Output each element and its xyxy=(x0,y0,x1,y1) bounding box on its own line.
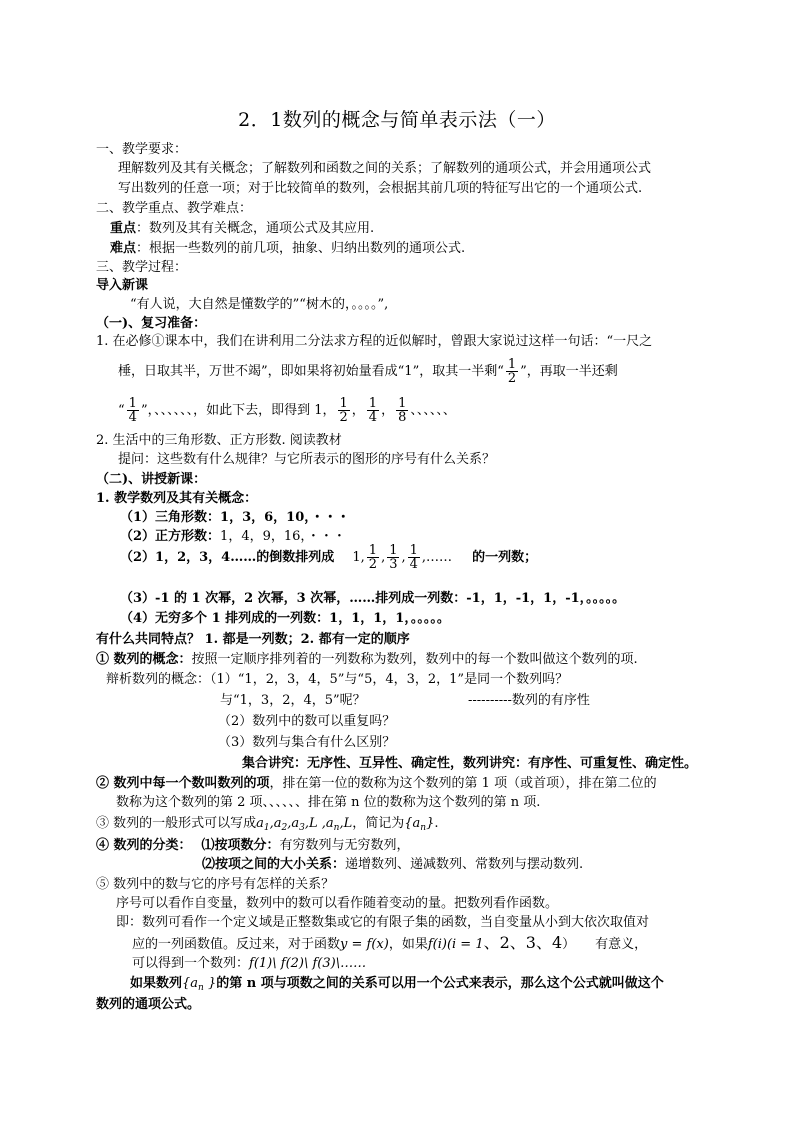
example-powers: （3）-1 的 1 次幂，2 次幂，3 次幂，……排列成一列数：-1，1，-1，1，-1，。。。。。 xyxy=(120,591,626,606)
general-term-definition-line-a: 如果数列{$a_n$ }的第 n 项与项数之间的关系可以用一个公式来表示，那么这个公式就叫做这个 xyxy=(130,976,664,993)
function-relation-line-a: 序号可以看作自变量，数列中的数可以看作随着变动的量。把数列看作函数。 xyxy=(116,896,559,911)
difficulty-text: ：根据一些数列的前几项，抽象、归纳出数列的通项公式. xyxy=(136,241,466,256)
function-relation-line-c: 应的一列函数值。反过来，对于函数y = f(x)，如果f(i)(i = 1、2、3、4） 有意义， xyxy=(132,933,648,952)
review-item-2: 2. 生活中的三角形数、正方形数. 阅读教材 xyxy=(96,433,342,448)
review-question: 提问：这些数有什么规律？与它所表示的图形的序号有什么关系？ xyxy=(118,452,496,467)
concept-question-3: （3）数列与集合有什么区别？ xyxy=(218,735,396,750)
example-triangular: （1）三角形数：1，3，6，10，・・・ xyxy=(120,510,350,525)
key-point-text: ：数列及其有关概念，通项公式及其应用. xyxy=(136,221,375,236)
review-text: “ xyxy=(118,403,125,418)
example-reciprocal-text: 的一列数； xyxy=(472,550,538,565)
requirements-line-1: 理解数列及其有关概念；了解数列和函数之间的关系；了解数列的通项公式，并会用通项公式 xyxy=(118,161,652,176)
difficulty-label: 难点 xyxy=(110,241,137,256)
example-square-values: 1，4，9，16，・・・ xyxy=(220,529,346,544)
review-text: 棰，日取其半，万世不竭”，即如果将初始量看成“1”，取其一半剩“ xyxy=(118,364,504,379)
review-text: 、、、、、、 xyxy=(410,403,456,418)
page-title: 2．1数列的概念与简单表示法（一） xyxy=(238,109,556,131)
concept-definition: ① 数列的概念：按照一定顺序排列着的一列数称为数列，数列中的每一个数叫做这个数列的项. xyxy=(96,652,638,667)
classification-line-a: ④ 数列的分类： ⑴按项数分：有穷数列与无穷数列， xyxy=(96,838,410,853)
intro-text: “有人说，大自然是懂数学的”“树木的，。。。。”, xyxy=(130,297,389,312)
review-text: ”，、、、、、、，如此下去，即得到 1， xyxy=(140,403,336,418)
example-reciprocal: （2）1，2，3，4……的倒数排列成 1, $\frac{1}{2}$ , $\frac{1}{3}$ , $\frac{1}{4}$ ,…… 的一列数； xyxy=(120,543,538,572)
term-definition-line-b: 数称为这个数列的第 2 项、、、、、、排在第 n 位的数称为这个数列的第 n 项. xyxy=(116,795,541,810)
fraction-one-quarter: $\frac{1}{4}$ xyxy=(128,396,137,425)
fraction-one-half: $\frac{1}{2}$ xyxy=(339,396,348,425)
fraction-one-eighth: $\frac{1}{8}$ xyxy=(398,396,407,425)
function-values: f(1)\ f(2)\ f(3)\…… xyxy=(249,956,367,971)
classification-line-b: ⑵按项之间的大小关系：递增数列、递减数列、常数列与摆动数列. xyxy=(202,857,584,872)
key-point-label: 重点 xyxy=(110,221,137,236)
concept-question-1b: 与“1，3，2，4，5”呢？ xyxy=(220,693,366,708)
common-features: 有什么共同特点？ 1. 都是一列数；2. 都有一定的顺序 xyxy=(96,632,410,647)
review-item-1-line-b xyxy=(118,356,618,388)
general-form-math: $a_1,a_2,a_3,L$ $,a_n,L$ xyxy=(256,816,353,833)
set-vs-sequence-summary: 集合讲究：无序性、互异性、确定性，数列讲究：有序性、可重复性、确定性。 xyxy=(242,756,698,771)
example-square-label: （2）正方形数： xyxy=(120,529,221,544)
concept-question-1: 辩析数列的概念：（1）“1，2，3，4，5”与“5，4，3，2，1”是同一个数列吗？ xyxy=(106,672,569,687)
review-item-1-line-a: 1. 在必修①课本中，我们在讲利用二分法求方程的近似解时，曾跟大家说过这样一句话：“一尺之 xyxy=(96,334,653,349)
sequence-notation: {$a_n$ } xyxy=(182,976,217,993)
function-formula: y = f(x) xyxy=(340,937,389,952)
section-heading-requirements: 一、教学要求： xyxy=(96,142,188,157)
requirements-line-2: 写出数列的任意一项；对于比较简单的数列，会根据其前几项的特征写出它的一个通项公式. xyxy=(118,181,643,196)
sequence-notation: $\{a_n\}$ xyxy=(404,816,435,833)
example-ones: （4）无穷多个 1 排列成的一列数：1，1，1，1，。。。。。 xyxy=(120,611,450,626)
review-item-1-line-c: “ $\frac{1}{4}$ ”，、、、、、、，如此下去，即得到 1， $\frac{1}{2}$ ， $\frac{1}{4}$ ， $\frac{1}{8}$ 、、、、、、 xyxy=(118,396,456,425)
section-heading-process: 三、教学过程： xyxy=(96,260,188,275)
difficulty-line xyxy=(110,240,465,258)
ordering-note: ----------数列的有序性 xyxy=(468,693,590,708)
function-relation-line-b: 即：数列可看作一个定义域是正整数集或它的有限子集的函数，当自变量从小到大依次取值对 xyxy=(116,915,650,930)
concept-question-2: （2）数列中的数可以重复吗？ xyxy=(218,714,396,729)
example-reciprocal-text: （2）1，2，3，4……的倒数排列成 xyxy=(120,550,335,565)
fraction-one-half: $\frac{1}{2}$ xyxy=(507,357,517,386)
function-relation-line-d: 可以得到一个数列：f(1)\ f(2)\ f(3)\…… xyxy=(132,956,367,971)
intro-heading: 导入新课 xyxy=(96,278,149,293)
review-heading: （一)、复习准备： xyxy=(96,316,207,331)
general-form: ③ 数列的一般形式可以写成$a_1,a_2,a_3,L$ $,a_n,L$，简记为$\{a_n\}$. xyxy=(96,816,439,833)
key-point-line xyxy=(110,220,374,238)
function-domain: f(i)(i = 1 xyxy=(427,937,484,952)
new-lesson-heading: （二)、讲授新课： xyxy=(96,472,207,487)
concept-heading: 1. 教学数列及其有关概念： xyxy=(96,491,258,506)
general-term-definition-line-b: 数列的通项公式。 xyxy=(96,997,201,1012)
function-relation-question: ⑤ 数列中的数与它的序号有怎样的关系？ xyxy=(96,877,335,892)
section-heading-keypoints: 二、教学重点、教学难点： xyxy=(96,201,253,216)
review-text: ”，再取一半还剩 xyxy=(520,364,618,379)
term-definition-line-a: ② 数列中每一个数叫数列的项，排在第一位的数称为这个数列的第 1 项（或首项），排在第二位的 xyxy=(96,776,657,791)
fraction-one-quarter: $\frac{1}{4}$ xyxy=(368,396,378,425)
